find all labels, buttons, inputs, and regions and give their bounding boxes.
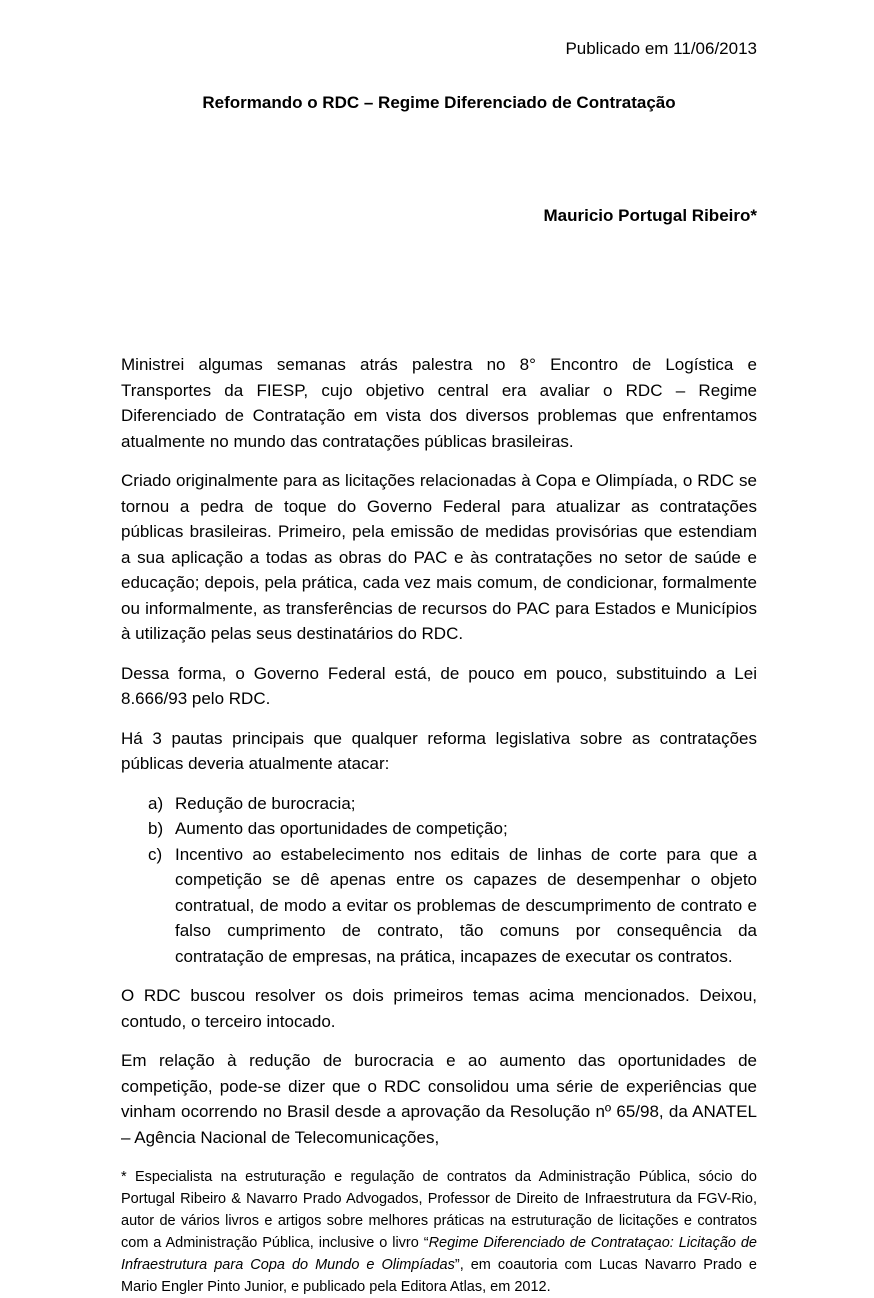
author-line: Mauricio Portugal Ribeiro* [543, 206, 757, 225]
footnote-book-title: Regime Diferenciado de Contrataçao: Licitação de Infraestrutura para Copa do Mundo e Olimpíadas [121, 1235, 757, 1273]
paragraph-2: Criado originalmente para as licitações relacionadas à Copa e Olimpíada, o RDC se tornou a pedra de toque do Governo Federal para atualizar as contratações públicas brasileiras. Primeiro, pela emissão de medidas provisórias que estendiam a sua aplicação a todas as obras do PAC e às contratações no setor de saúde e educação; depois, pela prática, cada vez mais comum, de condicionar, formalmente ou informalmente, as transferências de recursos do PAC para Estados e Municípios à utilização pelas seus destinatários do RDC. [121, 471, 757, 643]
list-item-b-text: Aumento das oportunidades de competição; [175, 819, 508, 838]
body-text [121, 352, 757, 1150]
paragraph-1: Ministrei algumas semanas atrás palestra no 8° Encontro de Logística e Transportes da FIESP, cujo objetivo central era avaliar o RDC – Regime Diferenciado de Contratação em vista dos diversos problemas que enfrentamos atualmente no mundo das contratações públicas brasileiras. [121, 355, 757, 451]
list-marker-c: c) [148, 844, 163, 864]
paragraph-6: Em relação à redução de burocracia e ao aumento das oportunidades de competição, pode-se dizer que o RDC consolidou uma série de experiências que vinham ocorrendo no Brasil desde a aprovação da Resolução nº 65/98, da ANATEL – Agência Nacional de Telecomunicações, [121, 1051, 757, 1147]
footnote-text-after: ”, em coautoria com Lucas Navarro Prado e Mario Engler Pinto Junior, e publicado pela Editora Atlas, em 2012. [121, 1257, 757, 1295]
paragraph-4: Há 3 pautas principais que qualquer reforma legislativa sobre as contratações públicas deveria atualmente atacar: [121, 728, 757, 773]
list-item-c-text: Incentivo ao estabelecimento nos editais de linhas de corte para que a competição se dê apenas entre os capazes de desempenhar o objeto contratual, de modo a evitar os problemas de descumprimento de contrato e falso cumprimento de contrato, tão comuns por consequência da contratação de empresas, na prática, incapazes de executar os contratos. [175, 844, 757, 966]
list-item-a [121, 791, 757, 817]
footnote [121, 1166, 757, 1298]
published-date: Publicado em 11/06/2013 [565, 39, 757, 58]
lettered-list [121, 791, 757, 970]
list-item-a-text: Redução de burocracia; [175, 793, 356, 813]
paragraph-5: O RDC buscou resolver os dois primeiros temas acima mencionados. Deixou, contudo, o terceiro intocado. [121, 986, 757, 1031]
list-item-b [121, 816, 757, 842]
document-title: Reformando o RDC – Regime Diferenciado de Contratação [202, 93, 676, 112]
list-marker-a: a) [148, 793, 164, 813]
footnote-text-before: * Especialista na estruturação e regulação de contratos da Administração Pública, sócio do Portugal Ribeiro & Navarro Prado Advogados, Professor de Direito de Infraestrutura da FGV-Rio, autor de vários livros e artigos sobre melhores práticas na estruturação de licitações e contratos com a Administração Pública, inclusive o livro “ [121, 1169, 757, 1251]
list-item-c [121, 842, 757, 970]
paragraph-3: Dessa forma, o Governo Federal está, de pouco em pouco, substituindo a Lei 8.666/93 pelo RDC. [121, 663, 757, 708]
list-marker-b: b) [148, 819, 164, 838]
